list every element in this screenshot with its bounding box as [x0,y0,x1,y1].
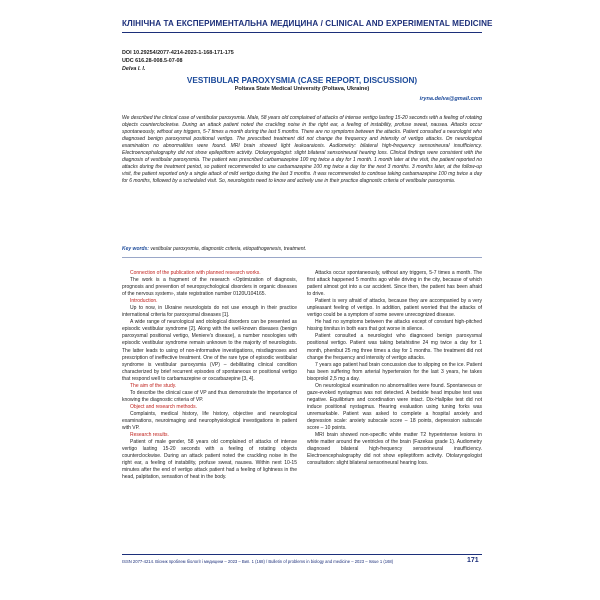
abstract-divider [122,257,482,258]
left-column [122,270,297,481]
author: Delva I. I. [122,66,146,72]
right-paragraph: Attacks occur spontaneously, without any triggers, 5-7 times a month. The first attack happened 5 months ago while driving in the city, because of which patient almost got into a car accident. Since then, the patient has been afraid to drive. [307,270,482,298]
left-paragraph: The aim of the study. [130,382,177,389]
footer-text: ISSN 2077-4214. Вісник проблем біології і медицини – 2023 – Вип. 1 (168) / Bulletin of problems in biology and medicine – 2023 – Issue 1 (168) [122,559,394,564]
right-column [307,270,482,467]
left-paragraph: Up to now, in Ukraine neurologists do not use enough in their practice international criteria for paroxysmal diseases [1]. [122,305,297,319]
left-paragraph: Object and research methods. [130,403,197,410]
affiliation: Poltava State Medical University (Poltava, Ukraine) [234,86,370,92]
abstract: We described the clinical case of vestibular paroxysmia. Male, 58 years old complained of attacks of intense vertigo lasting 15-20 seconds with a feeling of rotating objects counterclockwise. During an attack patient noted the crackling noise in the right ear, a feeling of instability, profuse sweat, nausea. Attacks occur spontaneously, without any triggers, 5-7 times a month during the last 5 months. There are no symptoms between the attacks. Patient consulted a neurologist who diagnosed benign paroxysmal positional vertigo. The prescribed treatment did not change the frequency and intensity of vertigo attacks. On neurological examination no abnormalities were found. MRI brain showed light leukoaraiosis. Audiometry: bilateral high-frequency sensorineural insufficiency. Electroencephalography did not show epileptiform activity. Otolaryngologist: slight bilateral sensorineural hearing loss. Clinical findings were consistent with the diagnosis of vestibular paroxysmia. The patient was prescribed carbamazepine 100 mg twice a day for 1 month. 1 month later at the visit, the patient reported no attacks during the treatment period, so patient recommended to use carbamazepine 100 mg twice a day for the next 3 months. 3 months later, at the follow-up visit, the patient reported only a single attack of mild vertigo during the last 3 months. It was recommended to continue taking carbamazepine 100 mg twice a day for 6 months, followed by a scheduled visit. So, neurologists need to know and actively use in their practice diagnostic criteria of vestibular paroxysmia. [122,115,482,184]
article-title: VESTIBULAR PAROXYSMIA (CASE REPORT, DISCUSSION) [186,76,418,85]
footer-divider [122,554,482,555]
right-paragraph: On neurological examination no abnormalities were found. Spontaneous or gaze-evoked nystagmus was not detected. A bedside head impulse test was negative. Equilibrium and coordination were intact. Dix-Hallpike test did not induce positional nystagmus. Hearing evaluation using tuning forks was unremarkable. Patient was asked to complete a hospital anxiety and depression scale: anxiety subscale score – 18 points, depression subscale score – 10 points. [307,382,482,432]
left-paragraph: Research results. [130,432,169,439]
journal-title: КЛІНІЧНА ТА ЕКСПЕРИМЕНТАЛЬНА МЕДИЦИНА / CLINICAL AND EXPERIMENTAL MEDICINE [122,19,493,28]
page-number: 171 [467,557,479,564]
keywords [122,246,482,252]
doi: DOI 10.29254/2077-4214-2023-1-168-171-175 [122,50,234,56]
header-divider [122,32,482,33]
udc: UDC 616.28-008.5-07-08 [122,58,183,64]
left-paragraph: Connection of the publication with planned research works. [130,270,261,276]
left-paragraph: Patient of male gender, 58 years old complained of attacks of intense vertigo lasting 15-20 seconds with a feeling of rotating objects counterclockwise. During an attack patient noted the crackling noise in the right ear, a feeling of instability, profuse sweat, nausea. Within next 10-15 minutes after the end of vertigo attack patient had a feeling of lightness in the head, palpitation, sensation of heat in the body. [122,439,297,481]
left-paragraph: To describe the clinical case of VP and thus demonstrate the importance of knowing the diagnostic criteria of VP. [122,389,297,403]
left-paragraph: A wide range of neurological and otological disorders can be presented as episodic vestibular syndrome [2]. Along with the well-known diseases (benign paroxysmal positional vertigo, Meniere's disease), a number nosologies with episodic vestibular syndrome remain unknown to the majority of neurologists. The latter leads to using of non-informative investigations, misdiagnoses and prescription of ineffective treatment. One of the rare type of episodic vestibular syndrome is vestibular paroxysmia (VP) – debilitating clinical condition characterized by brief recurrent episodes of spontaneous or positional vertigo that respond well to carbamazepine or oxcarbazepine [3, 4]. [122,319,297,382]
left-paragraph: Complaints, medical history, life history, objective and neurological examinations, neuroimaging and neurophysiological investigations in patient with VP. [122,410,297,432]
keywords-text: vestibular paroxysmia, diagnostic criteria, etiopathogenesis, treatment. [150,246,307,252]
author-email[interactable]: iryna.delva@gmail.com [419,96,482,102]
left-paragraph: The work is a fragment of the research «Optimization of diagnosis, prognosis and prevention of neuropsychological disorders in organic diseases of the nervous system», state registration number 0120U104165. [122,277,297,298]
right-paragraph: Patient consulted a neurologist who diagnosed benign paroxysmal positional vertigo. Patient was taking betahistine 24 mg twice a day for 1 month, phenibut 25 mg three times a day for 1 months. The treatment did not change the frequency and intensity of vertigo attacks. [307,333,482,361]
right-paragraph: He had no symptoms between the attacks except of constant high-pitched hissing tinnitus in both ears that got worse in silence. [307,319,482,333]
right-paragraph: MRI brain showed non-specific white matter T2 hyperintense lesions in white matter around the ventricles of the brain (Fazekas grade 1). Audiometry diagnosed bilateral high-frequency sensorineural insufficiency. Electroencephalography did not show epileptiform activity. Otolaryngologist consultation: slight bilateral sensorineural hearing loss. [307,432,482,467]
right-paragraph: Patient is very afraid of attacks, because they are accompanied by a very unpleasant feeling of vertigo. In addition, patient worried that the attacks of vertigo could be a symptom of some severe unrecognized disease. [307,298,482,319]
keywords-label: Key words: [122,246,149,252]
right-paragraph: 7 years ago patient had brain concussion due to slipping on the ice. Patient has been suffering from arterial hypertension for the last 3 years, he takes bisoprolol 2,5 mg a day. [307,361,482,382]
left-paragraph: Introduction. [130,298,158,305]
